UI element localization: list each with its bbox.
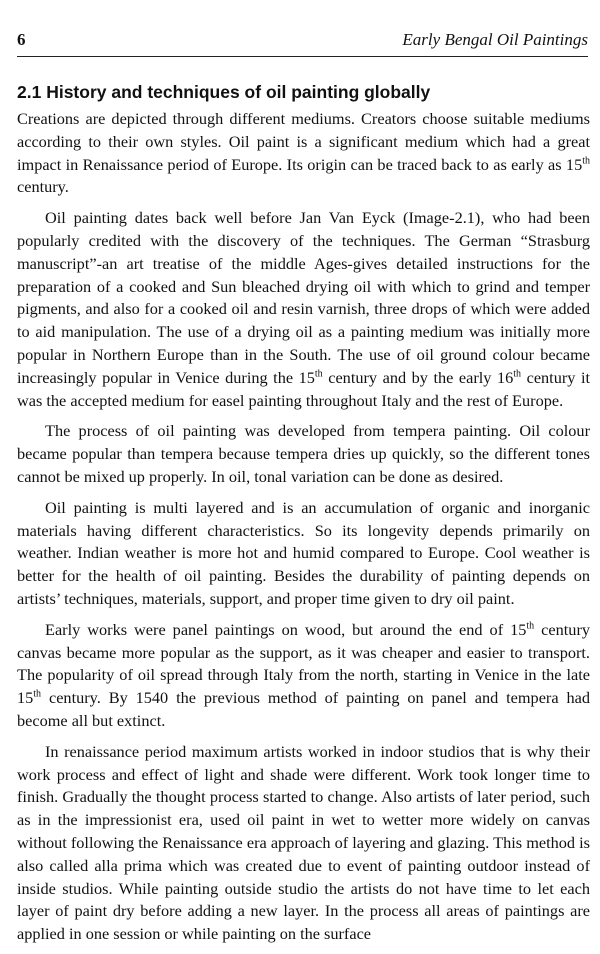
page-header: [17, 30, 588, 52]
ordinal-superscript: th: [314, 368, 323, 380]
paragraph-1-text-a: Creations are depicted through different mediums. Creators choose suitable mediums according to their own styles. Oil paint is a significant medium which had a great impact in Renaissance period of Europe. Its origin can be traced back to as early as 15: [17, 109, 590, 174]
paragraph-5-text-a: Early works were panel paintings on wood, but around the end of 15: [45, 619, 527, 639]
paragraph-2-text-c: century it was the accepted medium for easel painting throughout Italy and the rest of Europe.: [17, 367, 590, 410]
paragraph-5-text-c: century. By 1540 the previous method of painting on panel and tempera had become all but extinct.: [17, 688, 590, 730]
running-title: Early Bengal Oil Paintings: [402, 30, 588, 49]
paragraph-3: The process of oil painting was developed from tempera painting. Oil colour became popular than tempera because tempera dries up quickly, so the different tones cannot be mixed up properly. In oil, tonal variation can be done as desired.: [17, 421, 590, 486]
page-number: 6: [17, 30, 26, 49]
paragraph-4: Oil painting is multi layered and is an accumulation of organic and inorganic materials having different characteristics. So its longevity depends primarily on weather. Indian weather is more hot and humid compared to Europe. Cool weather is better for the health of oil painting. Besides the durability of painting depends on artists’ techniques, materials, support, and proper time given to dry oil paint.: [17, 497, 590, 608]
ordinal-superscript: th: [33, 688, 42, 700]
section-heading: 2.1 History and techniques of oil painting globally: [17, 82, 431, 102]
ordinal-superscript: th: [513, 368, 522, 380]
paragraph-2-text-b: century and by the early 16: [322, 367, 514, 387]
ordinal-superscript: th: [582, 155, 590, 167]
body-text: [17, 108, 590, 954]
paragraph-2-text-a: Oil painting dates back well before Jan Van Eyck (Image-2.1), who had been popularly credited with the discovery of the techniques. The German “Strasburg manuscript”-an art treatise of the middle Ages-gives detailed instructions for the preparation of a cooked and Sun bleached drying oil with which to grind and temper pigments, and also for a cooked oil and resin varnish, three drops of which were added to aid manipulation. The use of a drying oil as a painting medium was initially more popular in Northern Europe than in the South. The use of oil ground colour became increasingly popular in Venice during the 15: [17, 208, 590, 387]
paragraph-1-text-b: century.: [17, 177, 69, 197]
paragraph-5-text-b: century canvas became more popular as the support, as it was cheaper and easier to transport. The popularity of oil spread through Italy from the north, starting in Venice in the late 15: [17, 619, 591, 708]
paragraph-2: [17, 207, 590, 412]
paragraph-1: [17, 108, 590, 199]
paragraph-5: [17, 619, 590, 733]
header-rule: [17, 56, 588, 57]
paragraph-6: In renaissance period maximum artists worked in indoor studios that is why their work process and effect of light and shade were different. Work took longer time to finish. Gradually the thought process started to change. Also artists of later period, such as in the impressionist era, used oil paint in wet to wetter more widely on canvas without following the Renaissance era approach of layering and glazing. This method is also called alla prima which was created due to event of painting outdoor instead of inside studios. While painting outside studio the artists do not have time to let each layer of paint dry before adding a new layer. In the process all areas of paintings are applied in one session or while painting on the surface: [17, 741, 590, 944]
ordinal-superscript: th: [526, 620, 535, 632]
